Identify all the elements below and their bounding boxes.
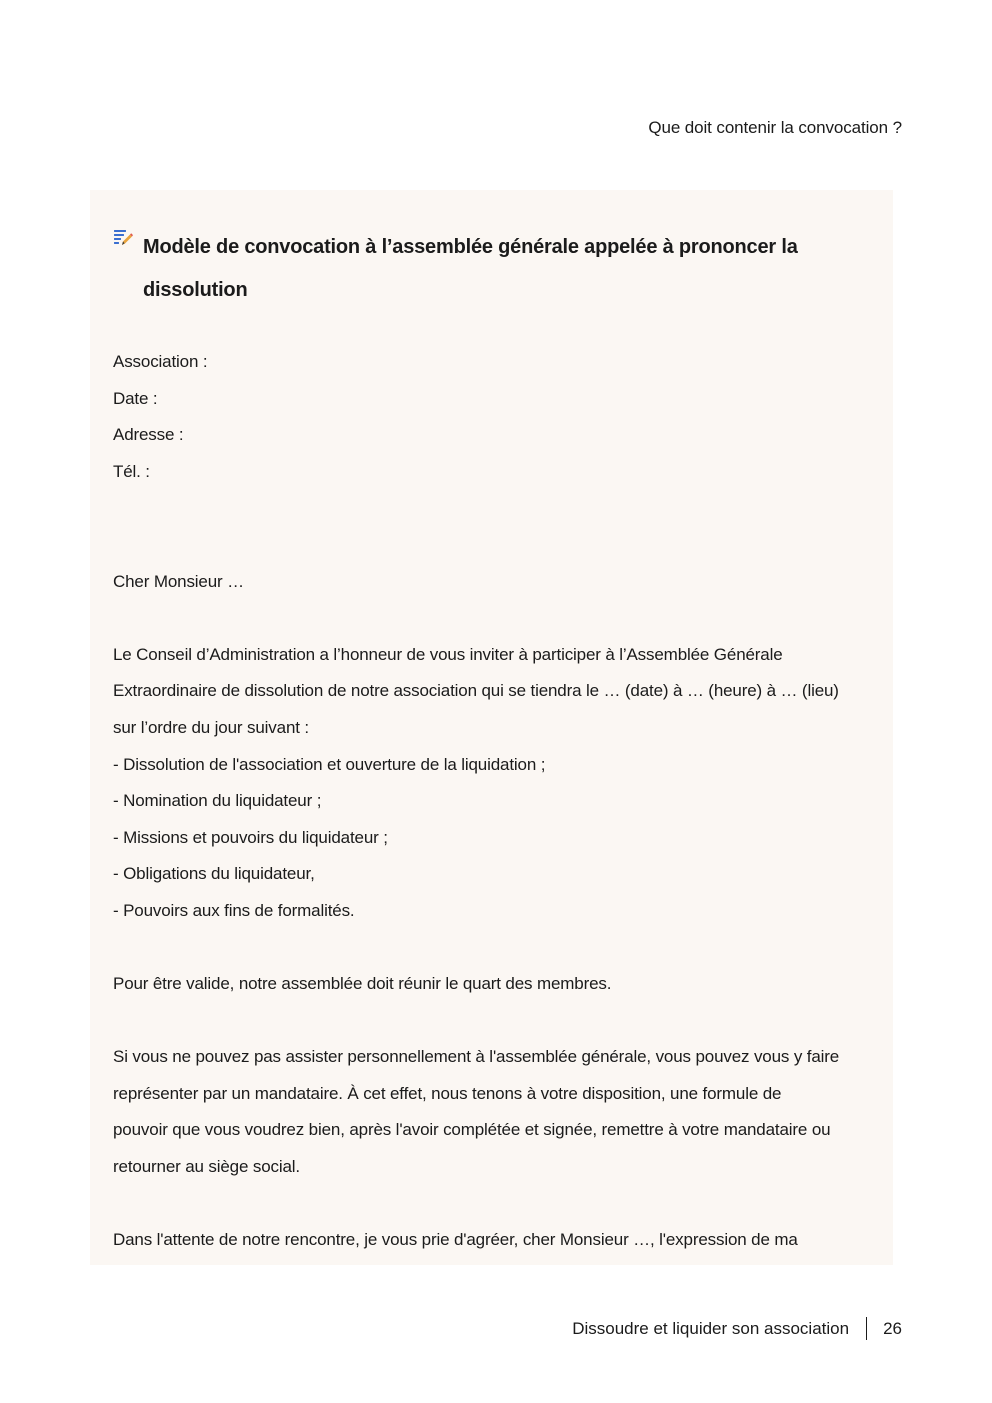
model-title: Modèle de convocation à l’assemblée générale appelée à prononcer la dissolution	[143, 236, 798, 301]
running-header: Que doit contenir la convocation ?	[648, 118, 902, 137]
invitation-line: sur l’ordre du jour suivant :	[113, 717, 309, 737]
spacer	[113, 1003, 888, 1040]
proxy-line: Si vous ne pouvez pas assister personnellement à l'assemblée générale, vous pouvez vous y faire	[113, 1047, 840, 1067]
spacer	[113, 490, 888, 563]
field-phone: Tél. :	[113, 461, 150, 481]
field-date: Date :	[113, 388, 158, 408]
agenda-item: - Missions et pouvoirs du liquidateur ;	[113, 827, 388, 847]
agenda-item: - Pouvoirs aux fins de formalités.	[113, 900, 355, 920]
spacer	[113, 930, 888, 967]
proxy-line: retourner au siège social.	[113, 1157, 300, 1177]
memo-pencil-icon	[113, 228, 133, 248]
model-letter-box	[90, 190, 893, 1265]
model-title-block	[113, 226, 853, 312]
letter-body	[113, 344, 888, 1259]
field-address: Adresse :	[113, 425, 184, 445]
invitation-line: Extraordinaire de dissolution de notre association qui se tiendra le … (date) à … (heure) à … (lieu)	[113, 681, 839, 701]
spacer	[113, 1186, 888, 1223]
footer-divider	[866, 1317, 867, 1340]
salutation: Cher Monsieur …	[113, 571, 244, 591]
running-footer	[572, 1317, 902, 1340]
proxy-line: pouvoir que vous voudrez bien, après l'avoir complétée et signée, remettre à votre mandataire ou	[113, 1120, 831, 1140]
proxy-line: représenter par un mandataire. À cet effet, nous tenons à votre disposition, une formule de	[113, 1083, 782, 1103]
quorum-paragraph: Pour être valide, notre assemblée doit réunir le quart des membres.	[113, 974, 612, 994]
field-association: Association :	[113, 352, 208, 371]
closing-line: Dans l'attente de notre rencontre, je vous prie d'agréer, cher Monsieur …, l'expression de ma	[113, 1230, 798, 1250]
agenda-item: - Nomination du liquidateur ;	[113, 791, 322, 811]
invitation-line: Le Conseil d’Administration a l’honneur de vous inviter à participer à l’Assemblée Générale	[113, 644, 783, 664]
agenda-item: - Obligations du liquidateur,	[113, 864, 315, 884]
footer-document-title: Dissoudre et liquider son association	[572, 1318, 850, 1338]
agenda-item: - Dissolution de l'association et ouverture de la liquidation ;	[113, 754, 546, 774]
page-number: 26	[883, 1318, 902, 1338]
spacer	[113, 600, 888, 637]
